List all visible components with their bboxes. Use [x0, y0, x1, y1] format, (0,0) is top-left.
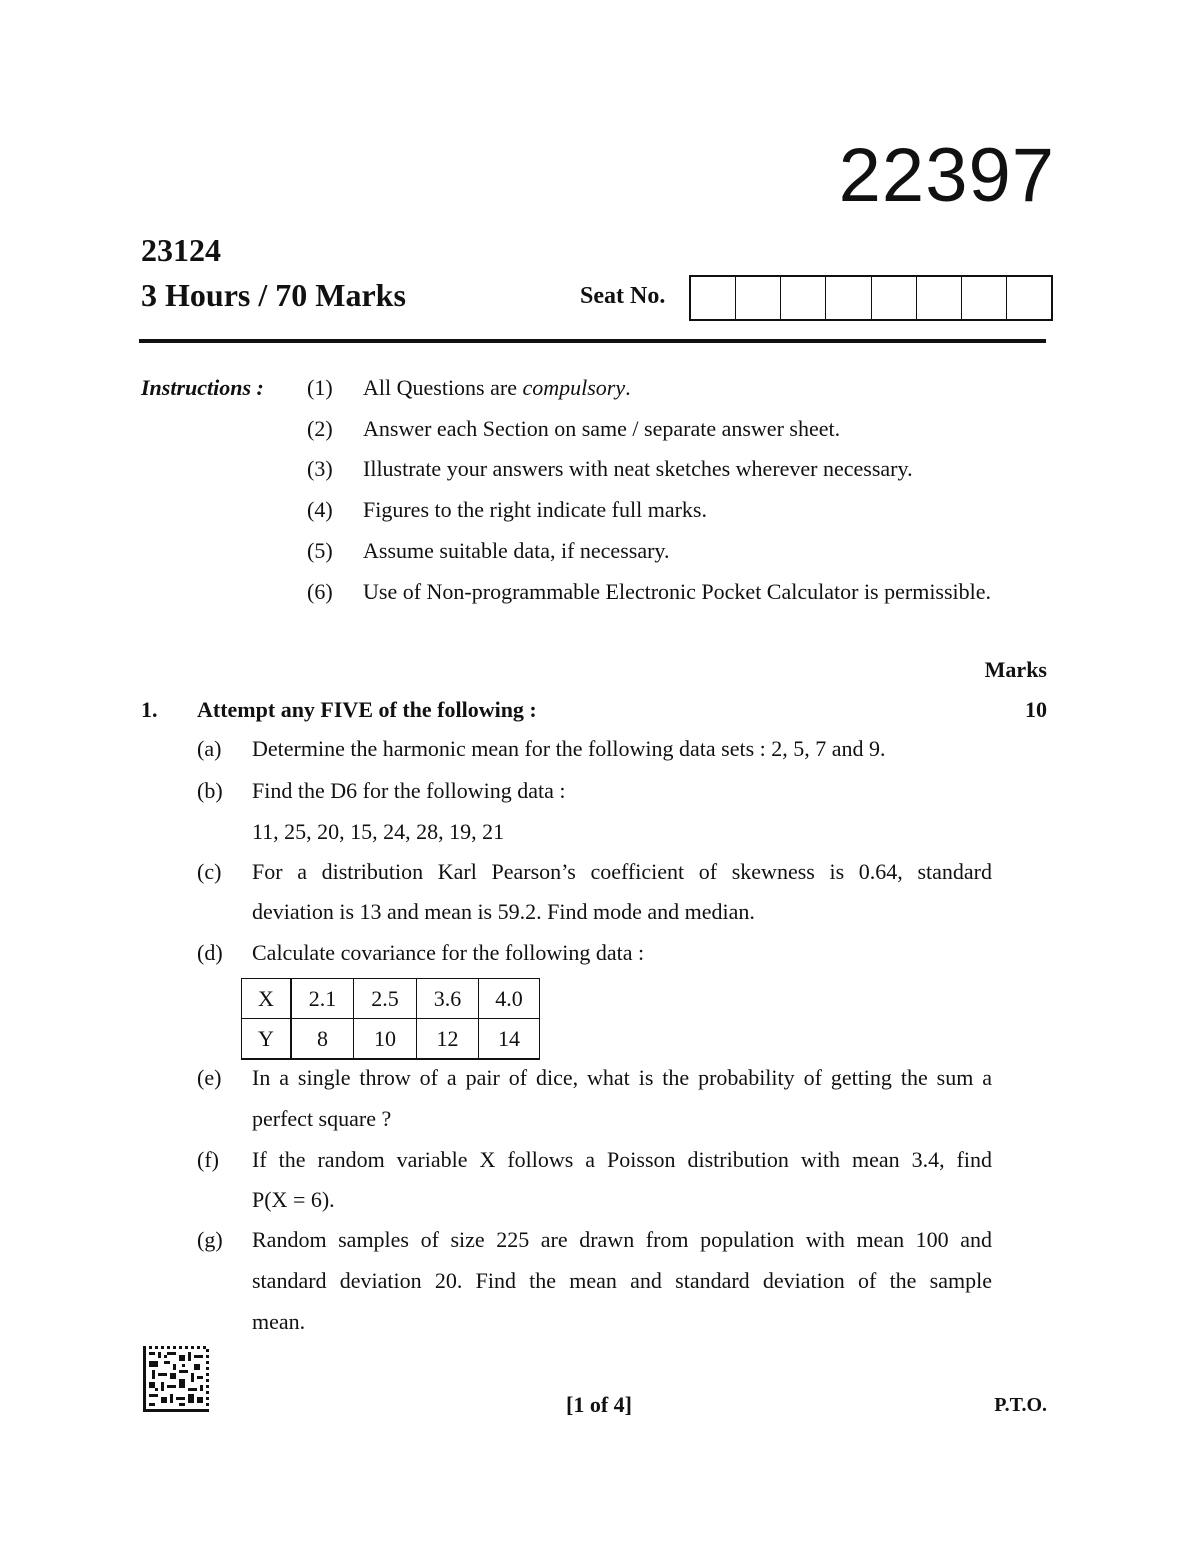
instruction-text: Illustrate your answers with neat sketches wherever necessary. [363, 456, 913, 481]
seat-digit-box[interactable] [826, 277, 871, 319]
duration-marks: 3 Hours / 70 Marks [141, 277, 406, 313]
table-row-header: Y [242, 1019, 292, 1060]
table-cell: 2.1 [291, 979, 354, 1019]
part-label: (a) [197, 736, 222, 761]
question-marks: 10 [1025, 697, 1047, 722]
part-text: mean. [252, 1309, 306, 1334]
part-label: (d) [197, 940, 223, 965]
part-text: perfect square ? [252, 1106, 392, 1131]
table-cell: 12 [417, 1019, 479, 1060]
seat-digit-box[interactable] [691, 277, 736, 319]
instruction-text: Figures to the right indicate full marks. [363, 497, 707, 522]
seat-digit-box[interactable] [917, 277, 962, 319]
please-turn-over: P.T.O. [994, 1394, 1047, 1416]
datamatrix-barcode [143, 1346, 209, 1412]
part-text: P(X = 6). [252, 1187, 335, 1212]
part-text: In a single throw of a pair of dice, what is the probability of getting the sum a [252, 1065, 992, 1090]
seat-digit-box[interactable] [962, 277, 1007, 319]
table-cell: 3.6 [417, 979, 479, 1019]
part-text: Determine the harmonic mean for the following data sets : 2, 5, 7 and 9. [252, 736, 886, 761]
instruction-number: (5) [307, 538, 333, 563]
instruction-text: Use of Non-programmable Electronic Pocket Calculator is permissible. [363, 579, 992, 604]
part-text: deviation is 13 and mean is 59.2. Find mode and median. [252, 899, 755, 924]
instruction-number: (6) [307, 579, 333, 604]
page-number: [1 of 4] [566, 1392, 632, 1417]
instructions-label: Instructions : [141, 375, 264, 400]
covariance-data-table [241, 978, 540, 1060]
part-text: Calculate covariance for the following data : [252, 940, 645, 965]
instruction-text: All Questions are compulsory. [363, 375, 631, 400]
subject-code: 23124 [141, 232, 221, 268]
marks-column-heading: Marks [984, 657, 1047, 682]
part-label: (g) [197, 1227, 223, 1252]
part-text: Random samples of size 225 are drawn from population with mean 100 and [252, 1227, 992, 1252]
seat-digit-box[interactable] [781, 277, 826, 319]
emphasis-text: compulsory [522, 375, 626, 400]
instruction-number: (2) [307, 416, 333, 441]
instruction-number: (4) [307, 497, 333, 522]
question-title: Attempt any FIVE of the following : [197, 697, 537, 722]
instruction-number: (1) [307, 375, 333, 400]
instruction-text: Answer each Section on same / separate answer sheet. [363, 416, 841, 441]
paper-code: 22397 [838, 133, 1055, 218]
part-text: Find the D6 for the following data : [252, 778, 566, 803]
table-cell: 14 [479, 1019, 540, 1060]
part-text: For a distribution Karl Pearson’s coefficient of skewness is 0.64, standard [252, 859, 992, 884]
part-label: (e) [197, 1065, 222, 1090]
seat-digit-box[interactable] [736, 277, 781, 319]
table-row [242, 979, 540, 1019]
table-row-header: X [242, 979, 292, 1019]
seat-digit-box[interactable] [1007, 277, 1051, 319]
part-label: (c) [197, 859, 222, 884]
table-cell: 4.0 [479, 979, 540, 1019]
table-row [242, 1019, 540, 1060]
question-number: 1. [141, 697, 158, 722]
part-text: standard deviation 20. Find the mean and standard deviation of the sample [252, 1268, 992, 1293]
part-text: If the random variable X follows a Poisson distribution with mean 3.4, find [252, 1147, 992, 1172]
part-label: (f) [197, 1147, 219, 1172]
table-cell: 10 [354, 1019, 417, 1060]
instruction-number: (3) [307, 456, 333, 481]
part-text: 11, 25, 20, 15, 24, 28, 19, 21 [252, 819, 505, 844]
seat-number-label: Seat No. [580, 283, 666, 309]
seat-digit-box[interactable] [872, 277, 917, 319]
part-label: (b) [197, 778, 223, 803]
header-divider [139, 339, 1046, 343]
table-cell: 2.5 [354, 979, 417, 1019]
table-cell: 8 [291, 1019, 354, 1060]
instruction-text: Assume suitable data, if necessary. [363, 538, 670, 563]
seat-number-boxes[interactable] [689, 275, 1053, 321]
